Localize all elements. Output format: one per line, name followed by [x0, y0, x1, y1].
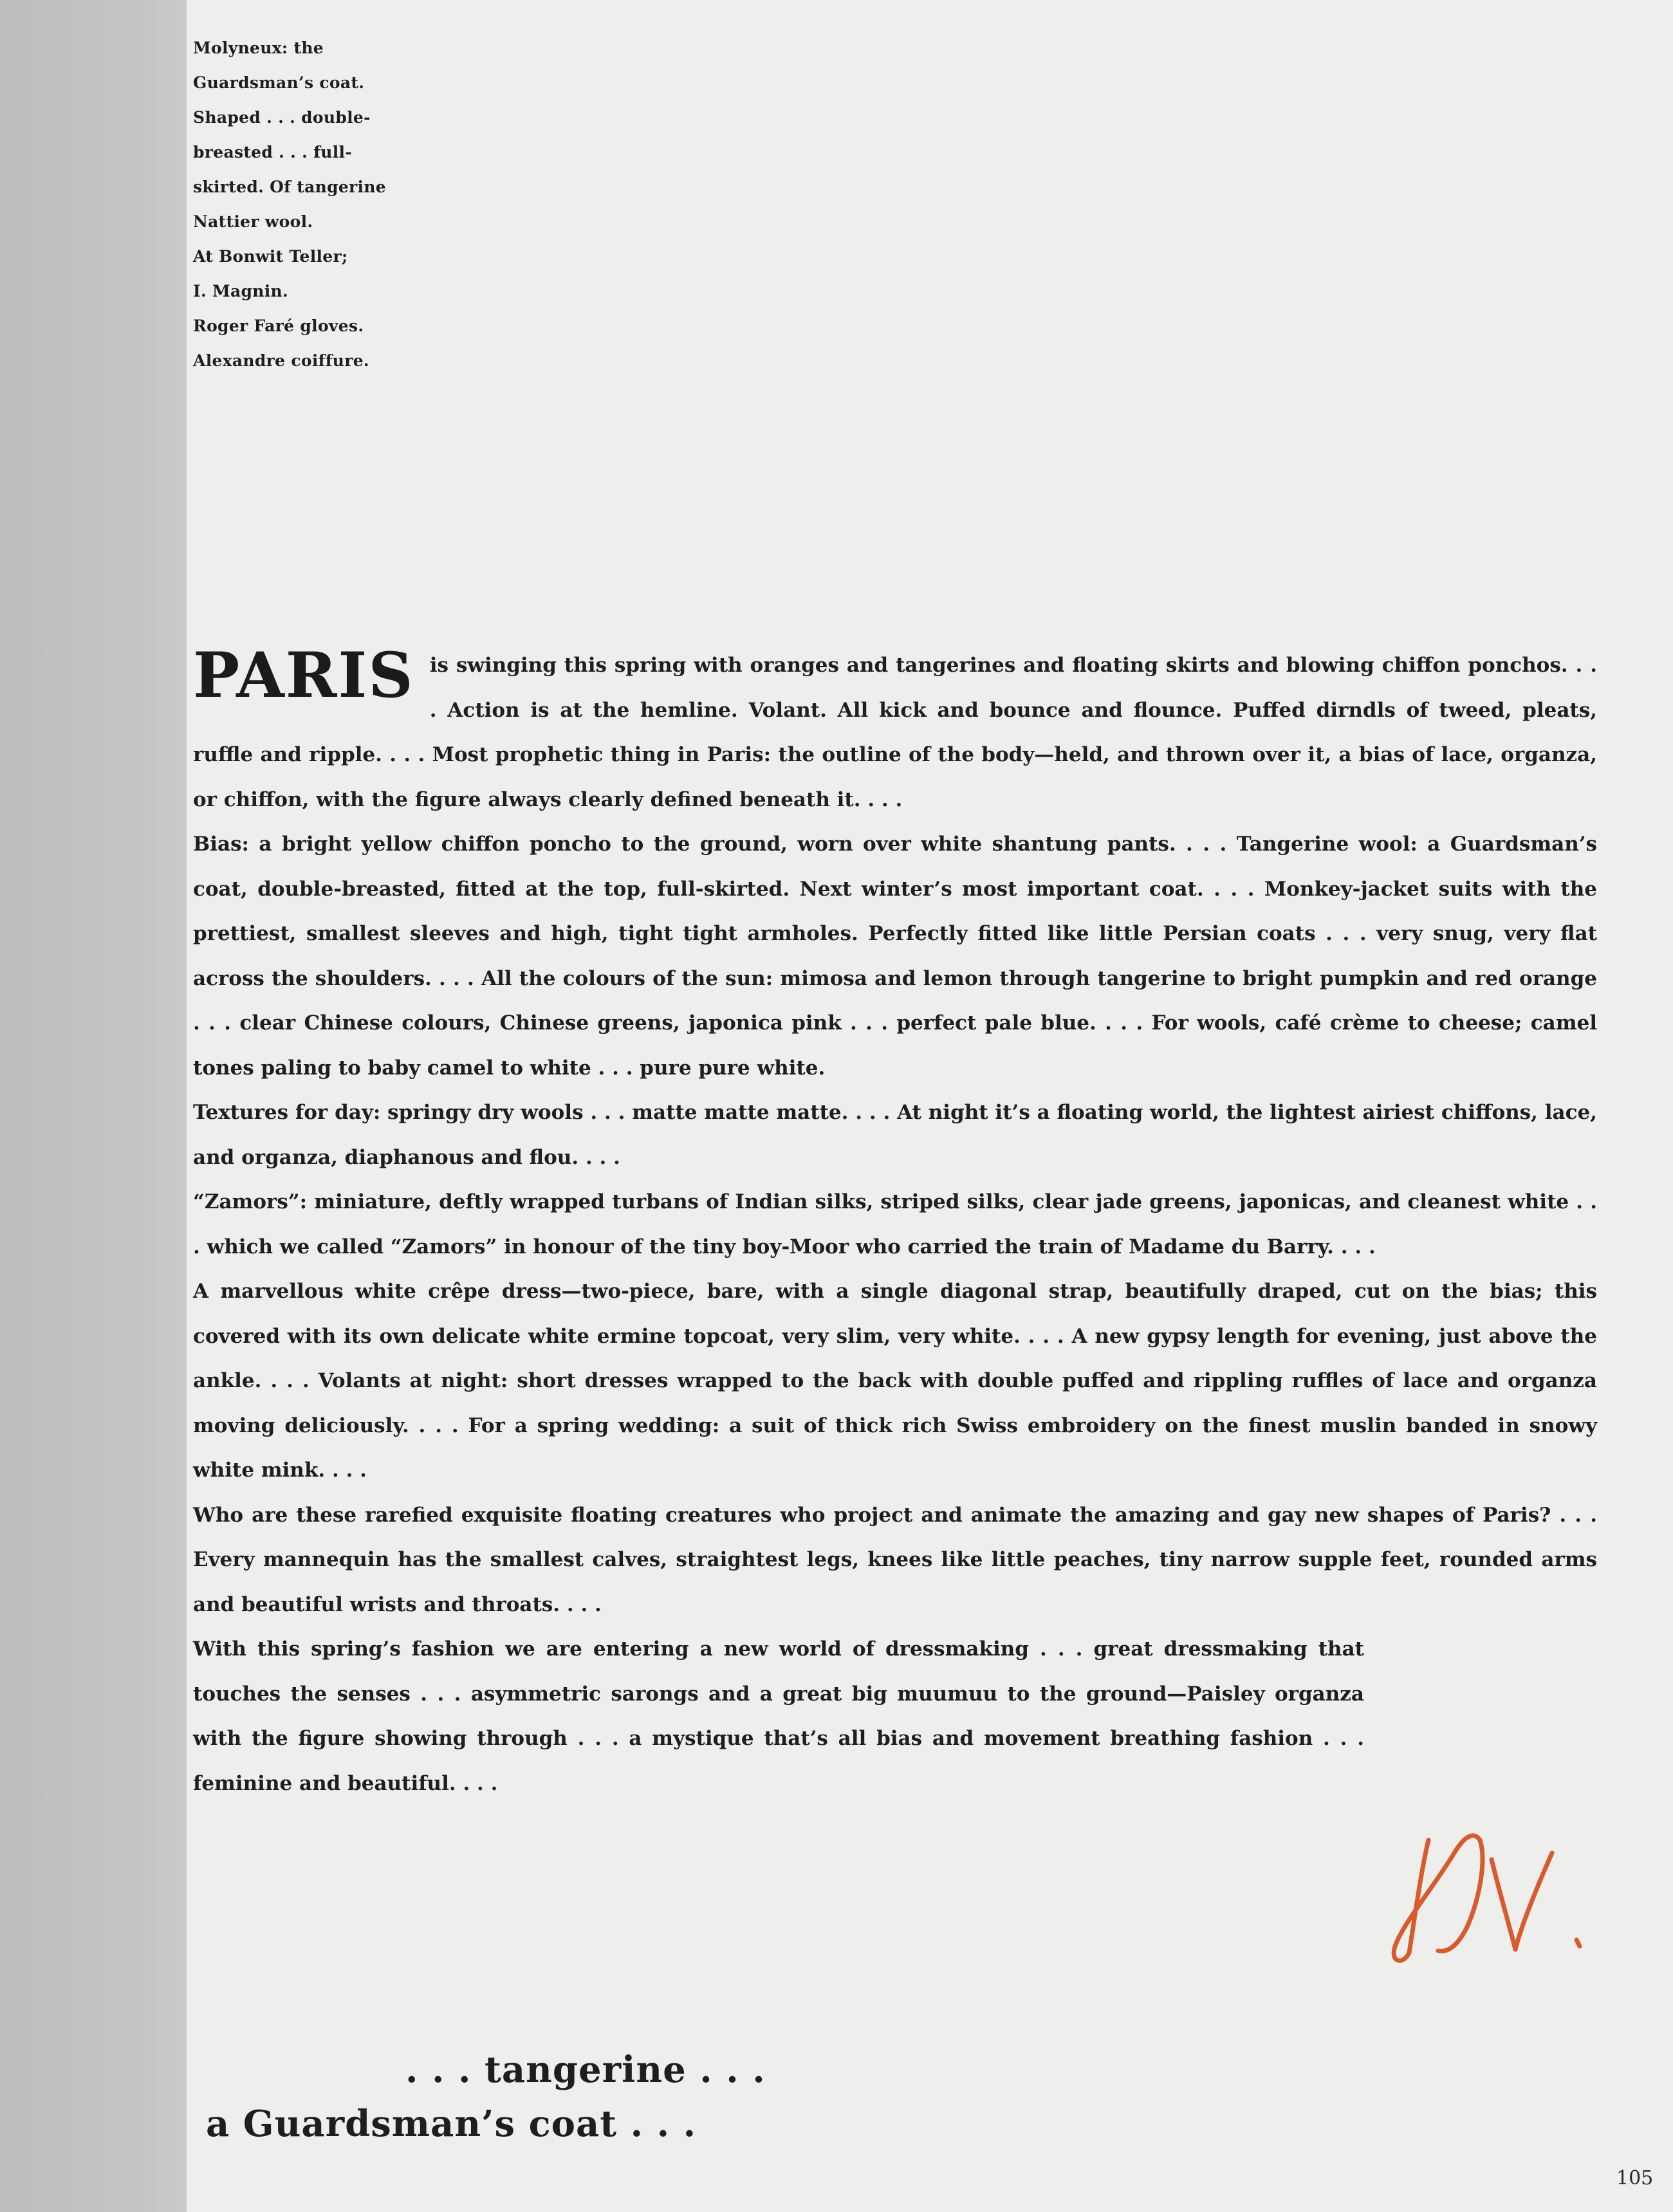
caption-line: skirted. Of tangerine: [193, 178, 387, 196]
caption-line: Shaped . . . double-: [193, 108, 371, 127]
pull-quote-line: a Guardsman’s coat . . .: [206, 2103, 697, 2145]
caption-line: At Bonwit Teller;: [193, 247, 348, 266]
dropcap-paris: PARIS: [193, 639, 414, 712]
caption-line: breasted . . . full-: [193, 143, 352, 161]
article-paragraph: “Zamors”: miniature, deftly wrapped turbans of Indian silks, striped silks, clear jade greens, japonicas, and cleanest white . . . which we called “Zamors” in honour of the tiny boy-Moor who carried the train of Madame du Barry. . . .: [193, 1190, 1597, 1258]
caption-line: Nattier wool.: [193, 212, 313, 231]
page-number: 105: [1616, 2167, 1654, 2189]
dv-signature: [1383, 1814, 1596, 1982]
article-paragraph: A marvellous white crêpe dress—two-piece, bare, with a single diagonal strap, beautifully draped, cut on the bias; this covered with its own delicate white ermine topcoat, very slim, very white. . . . A new gypsy length for evening, just above the ankle. . . . Volants at night: short dresses wrapped to the back with double puffed and rippling ruffles of lace and organza moving deliciously. . . . For a spring wedding: a suit of thick rich Swiss embroidery on the finest muslin banded in snowy white mink. . . .: [193, 1280, 1597, 1482]
article-paragraph: Bias: a bright yellow chiffon poncho to the ground, worn over white shantung pants. . . . Tangerine wool: a Guardsman’s coat, double-breasted, fitted at the top, full-skirted. Next winter’s most important coat. . . . Monkey-jacket suits with the prettiest, smallest sleeves and high, tight tight armholes. Perfectly fitted like little Persian coats . . . very snug, very flat across the shoulders. . . . All the colours of the sun: mimosa and lemon through tangerine to bright pumpkin and red orange . . . clear Chinese colours, Chinese greens, japonica pink . . . perfect pale blue. . . . For wools, café crème to cheese; camel tones paling to baby camel to white . . . pure pure white.: [193, 833, 1597, 1080]
article-body: [193, 639, 1597, 1806]
photo-caption: [193, 31, 476, 378]
caption-line: Guardsman’s coat.: [193, 73, 365, 92]
article-paragraph: Who are these rarefied exquisite floating creatures who project and animate the amazing and gay new shapes of Paris? . . . Every mannequin has the smallest calves, straightest legs, knees like little peaches, tiny narrow supple feet, rounded arms and beautiful wrists and throats. . . .: [193, 1503, 1597, 1616]
caption-line: Molyneux: the: [193, 39, 324, 57]
pull-quote-line: . . . tangerine . . .: [405, 2049, 766, 2091]
caption-line: Alexandre coiffure.: [193, 351, 369, 370]
page-gutter-shadow: [0, 0, 187, 2212]
caption-line: Roger Faré gloves.: [193, 317, 364, 335]
article-paragraph: is swinging this spring with oranges and tangerines and floating skirts and blowing chiffon ponchos. . . . Action is at the hemline. Volant. All kick and bounce and flounce. Puffed dirndls of tweed, pleats, ruffle and ripple. . . . Most prophetic thing in Paris: the outline of the body—held, and thrown over it, a bias of lace, organza, or chiffon, with the figure always clearly defined beneath it. . . .: [193, 654, 1597, 811]
article-paragraph: Textures for day: springy dry wools . . . matte matte matte. . . . At night it’s a floating world, the lightest airiest chiffons, lace, and organza, diaphanous and flou. . . .: [193, 1101, 1597, 1169]
caption-line: I. Magnin.: [193, 282, 289, 300]
article-paragraph: With this spring’s fashion we are entering a new world of dressmaking . . . great dressmaking that touches the senses . . . asymmetric sarongs and a great big muumuu to the ground—Paisley organza with the figure showing through . . . a mystique that’s all bias and movement breathing fashion . . . feminine and beautiful. . . .: [193, 1637, 1364, 1795]
pull-quote: [193, 2043, 772, 2151]
